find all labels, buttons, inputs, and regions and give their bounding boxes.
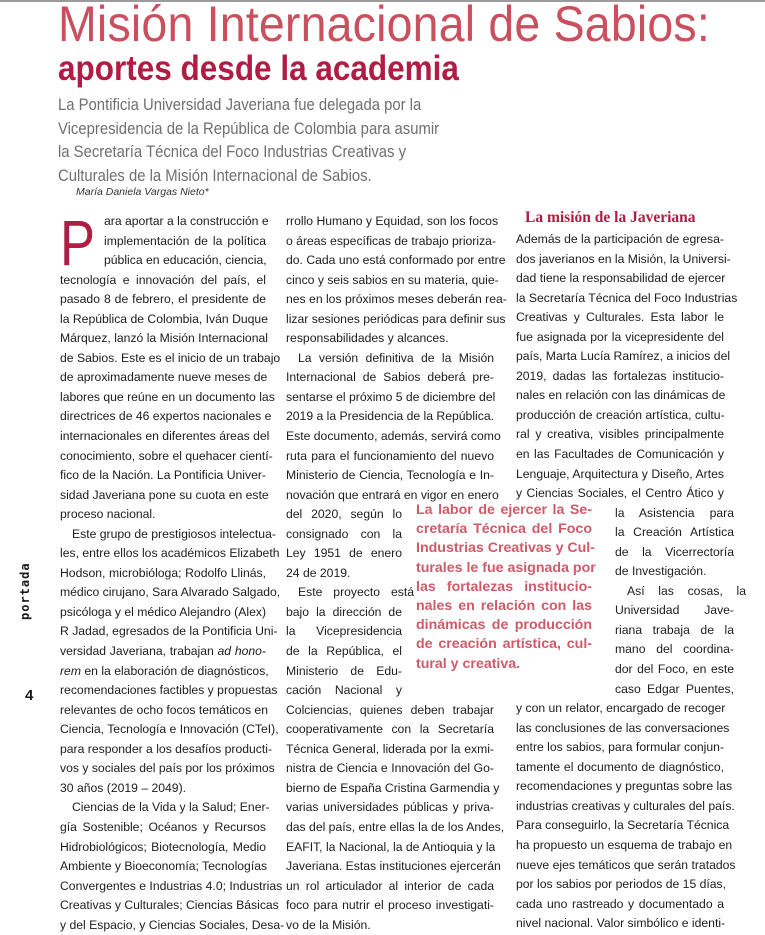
text-line: Márquez, lanzó la Misión Internacional [60,331,268,346]
text-line: ral y creativa, visibles principalmente [516,427,724,442]
article-lead [58,94,440,188]
article-subtitle: aportes desde la academia [58,49,459,88]
text-line: dor del Foco, en este [615,662,734,677]
text-line: Hidrobiológicos; Biotecnología, Medio [60,839,266,854]
text-line: país, Marta Lucía Ramírez, a inicios del [516,349,731,364]
text-line: R Jadad, egresados de la Pontificia Uni- [60,624,278,639]
pull-quote-line: las fortalezas institucio- [416,578,592,595]
text-line: la Vicepresidencia [286,624,402,639]
text-line: rem en la elaboración de diagnósticos, [60,663,269,678]
text-line: Ministerio de Ciencia, Tecnología e In- [286,468,494,483]
pull-quote-line: Industrias Creativas y Cul- [416,540,595,557]
text-line: bajo la dirección de [286,604,402,619]
text-line: vo de la Misión. [286,917,371,932]
text-line: tecnología e innovación del país, el [60,272,266,287]
pull-quote-line: dinámicas de producción [416,617,592,634]
text-line: para responder a los desafíos producti- [60,741,273,756]
text-line: ha propuesto un esquema de trabajo en [516,837,733,852]
text-line: ara aportar a la construcción e [104,214,269,228]
text-line: Ambiente y Bioeconomía; Tecnologías [60,859,268,874]
text-line: pasado 8 de febrero, el presidente de [60,292,266,307]
text-line: sentarse el próximo 5 de diciembre del [286,389,496,404]
text-line: la Asistencia para [615,505,734,520]
text-line: por los sabios por periodos de 15 días, [516,877,727,892]
text-line: riana trabaja de la [615,622,734,637]
text-line: un rol articulador al interior de cada [286,878,494,893]
text-line: o áreas específicas de trabajo prioriza- [286,233,497,248]
text-line: del 2020, según lo [286,507,402,522]
text-line: Creativas y Culturales; Ciencias Básicas [60,898,279,913]
text-line: bierno de España Cristina Garmendia y [286,780,500,795]
text-line: Ministerio de Edu- [286,663,402,678]
text-line: Para conseguirlo, la Secretaría Técnica [516,818,730,833]
text-line: nivel nacional. Valor simbólico e identi- [516,916,726,931]
text-line: 24 de 2019. [286,565,351,580]
text-line: cada uno rastreado y documentado a [516,896,724,911]
text-line: fue asignada por la vicepresidente del [516,329,724,344]
article-title: Misión Internacional de Sabios: [58,0,710,52]
text-line: de la Vicerrectoría [615,544,734,559]
text-line: varias universidades públicas y priva- [286,800,494,815]
text-line: Este proyecto está [298,585,414,600]
text-line: Colciencias, quienes deben trabajar [286,702,494,717]
drop-cap: P [60,207,96,279]
text-line: Convergentes e Industrias 4.0; Industrias [60,878,283,893]
text-line: nueve ejes temáticos que serán tratados [516,857,736,872]
text-line: Javeriana. Estas instituciones ejercerán [286,859,501,874]
pull-quote-line: turales le fue asignada por [416,559,596,576]
text-line: Ciencias de la Vida y la Salud; Ener- [72,800,270,815]
text-line: Creativas y Culturales. Esta labor le [516,310,724,325]
text-line: sidad Javeriana pone su cuota en este [60,487,269,502]
text-line: rrollo Humano y Equidad, son los focos [286,214,499,228]
text-line: mano del coordina- [615,642,734,657]
pull-quote-line: cretaría Técnica del Foco [416,521,592,538]
text-line: dad tiene la responsabilidad de ejercer [516,271,726,286]
text-line: recomendaciones factibles y propuestas [60,683,278,698]
page-number: 4 [25,687,34,704]
text-line: conocimiento, sobre el quehacer cientí- [60,448,273,463]
text-line: ruta para el funcionamiento del nuevo [286,448,494,463]
author-byline: María Daniela Vargas Nieto* [76,186,209,198]
text-line: tamente el documento de diagnóstico, [516,759,724,774]
text-line: Ciencia, Tecnología e Innovación (CTeI), [60,722,279,737]
text-line: das del país, entre ellas la de los Andes, [286,819,505,834]
lead-line: Culturales de la Misión Internacional de Sabios. [58,166,372,185]
text-line: lizar sesiones periódicas para definir sus [286,311,506,326]
text-line: do. Cada uno está conformado por entre [286,253,506,268]
text-line: Así las cosas, la [627,583,746,598]
lead-line: la Secretaría Técnica del Foco Industrias Creativas y [58,143,407,161]
text-line: cooperativamente con la Secretaría [286,722,494,737]
text-line: Lenguaje, Arquitectura y Diseño, Artes [516,466,724,481]
text-line: y con un relator, encargado de recoger [516,701,726,716]
text-line: en las Facultades de Comunicación y [516,447,724,462]
text-line: directrices de 46 expertos nacionales e [60,409,272,424]
text-line: caso Edgar Puentes, [615,681,734,696]
pull-quote-line: nales en relación con las [416,597,592,614]
text-line: pública en educación, ciencia, [104,253,267,268]
pull-quote-line: La labor de ejercer la Se- [416,502,592,518]
text-line: Este grupo de prestigiosos intelectua- [72,526,276,541]
text-line: nales en relación con las dinámicas de [516,388,726,403]
text-line: la Creación Artística [615,525,734,540]
text-line: proceso nacional. [60,507,156,522]
text-line: médico cirujano, Sara Alvarado Salgado, [60,585,281,600]
text-line: de Sabios. Este es el inicio de un trabajo [60,350,281,365]
text-line: Hodson, microbióloga; Rodolfo Llinás, [60,565,266,580]
text-line: 2019 a la Presidencia de la República. [286,409,495,424]
text-line: La versión definitiva de la Misión [298,350,494,365]
text-line: responsabilidades y alcances. [286,331,449,346]
text-line: dos javerianos en la Misión, la Universi- [516,251,731,266]
text-line: Ley 1951 de enero [286,546,402,561]
text-line: 30 años (2019 – 2049). [60,780,187,795]
section-label: portada [18,562,32,620]
text-line: la República de Colombia, Iván Duque [60,311,268,326]
text-line: fico de la Nación. La Pontificia Univer- [60,468,266,483]
text-line: EAFIT, la Nacional, la de Antioquia y la [286,839,496,854]
text-line: implementación de la política [104,233,266,248]
text-line: vos y sociales del país por los próximos [60,761,275,776]
text-line: Este documento, además, servirá como [286,429,501,444]
text-line: Técnica General, liderada por la exmi- [286,741,494,756]
lead-line: Vicepresidencia de la República de Colombia para asumir [58,119,440,138]
text-line: foco para nutrir el proceso investigati- [286,898,494,913]
lead-line: La Pontificia Universidad Javeriana fue delegada por la [58,96,422,114]
pull-quote-line: tural y creativa. [416,655,521,672]
text-line: 2019, dadas las fortalezas institucio- [516,368,724,383]
text-line: consignado con la [286,526,402,541]
text-line: producción de creación artística, cultu- [516,407,725,422]
text-line: nes en los próximos meses deberán rea- [286,292,507,307]
text-line: de aproximadamente nueve meses de [60,370,268,385]
text-line: y Ciencias Sociales, el Centro Ático y [516,486,724,501]
text-line: cinco y seis sabios en su materia, quie- [286,272,499,287]
text-line: y del Espacio, y Ciencias Sociales, Desa- [60,917,285,932]
pull-quote [416,501,596,674]
text-line: las conclusiones de las conversaciones [516,720,730,735]
text-line: Universidad Jave- [615,603,734,618]
text-line: recomendaciones y preguntas sobre las [516,779,733,794]
text-line: novación que entrará en vigor en enero [286,487,499,502]
text-column-1 [60,207,285,935]
section-heading: La misión de la Javeriana [525,209,696,226]
text-line: gía Sostenible; Océanos y Recursos [60,819,266,834]
pull-quote-line: de creación artística, cul- [416,636,592,653]
text-line: Internacional de Sabios deberá pre- [286,370,494,385]
text-line: de Investigación. [615,564,707,579]
text-line: internacionales en diferentes áreas del [60,429,270,444]
text-line: de la República, el [286,644,402,659]
text-line: nistra de Ciencia e Innovación del Go- [286,761,494,776]
text-line: relevantes de ocho focos temáticos en [60,702,268,717]
text-line: entre los sabios, para formular conjun- [516,740,724,755]
text-line: les, entre ellos los académicos Elizabeth [60,546,280,561]
text-line: labores que reúne en un documento las [60,389,275,404]
text-line: la Secretaría Técnica del Foco Industrias [516,290,738,305]
text-line: cación Nacional y [286,683,402,698]
text-line: versidad Javeriana, trabajan ad hono- [60,644,266,659]
text-line: industrias creativas y culturales del país. [516,798,735,813]
text-line: Además de la participación de egresa- [516,232,724,246]
text-line: psicóloga y el médico Alejandro (Alex) [60,604,266,619]
